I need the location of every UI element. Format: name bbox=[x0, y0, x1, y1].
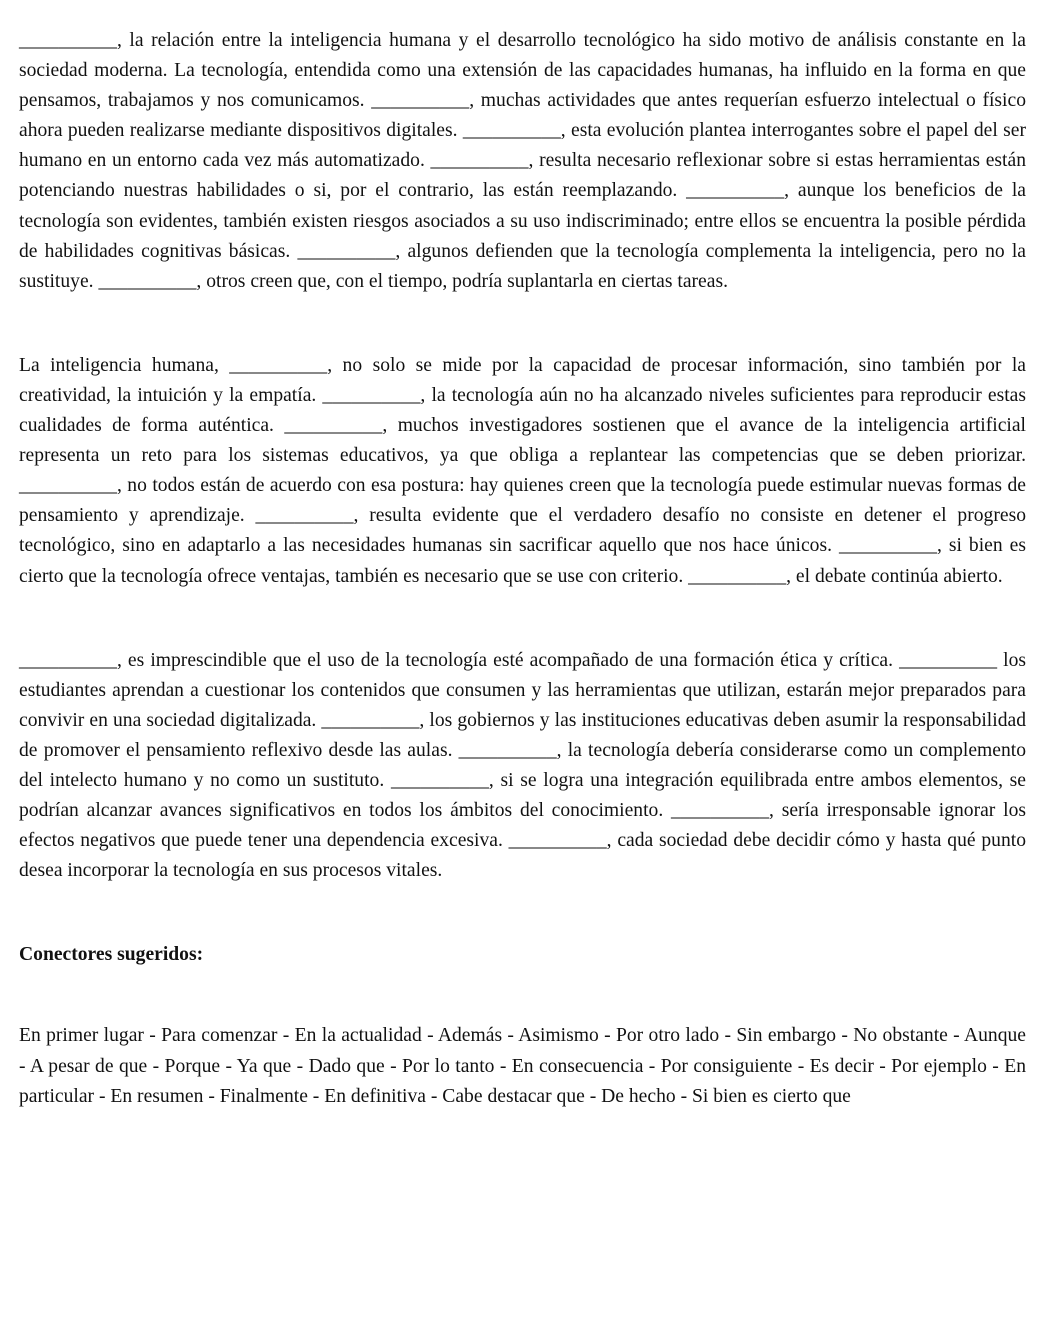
connectors-heading: Conectores sugeridos: bbox=[19, 944, 204, 966]
paragraph-conclusion: __________, es imprescindible que el uso de la tecnología esté acompañado de una formación ética y crítica. __________ los estudiantes aprendan a cuestionar los contenidos que consumen y las herramientas que utilizan, estarán mejor preparados para convivir en una sociedad digitalizada. __________, los gobiernos y las instituciones educativas deben asumir la responsabilidad de promover el pensamiento reflexivo desde las aulas. __________, la tecnología debería considerarse como un complemento del intelecto humano y no como un sustituto. __________, si se logra una integración equilibrada entre ambos elementos, se podrían alcanzar avances significativos en todos los ámbitos del conocimiento. __________, sería irresponsable ignorar los efectos negativos que puede tener una dependencia excesiva. __________, cada sociedad debe decidir cómo y hasta qué punto desea incorporar la tecnología en sus procesos vitales. bbox=[19, 649, 1026, 882]
connectors-list: En primer lugar - Para comenzar - En la actualidad - Además - Asimismo - Por otro lado - Sin embargo - No obstante - Aunque - A pesar de que - Porque - Ya que - Dado que - Por lo tanto - En consecuencia - Por consiguiente - Es decir - Por ejemplo - En particular - En resumen - Finalmente - En definitiva - Cabe destacar que - De hecho - Si bien es cierto que bbox=[19, 1025, 1026, 1107]
paragraph-intro: __________, la relación entre la inteligencia humana y el desarrollo tecnológico ha sido motivo de análisis constante en la sociedad moderna. La tecnología, entendida como una extensión de las capacidades humanas, ha influido en la forma en que pensamos, trabajamos y nos comunicamos. __________, muchas actividades que antes requerían esfuerzo intelectual o físico ahora pueden realizarse mediante dispositivos digitales. __________, esta evolución plantea interrogantes sobre el papel del ser humano en un entorno cada vez más automatizado. __________, resulta necesario reflexionar sobre si estas herramientas están potenciando nuestras habilidades o si, por el contrario, las están reemplazando. __________, aunque los beneficios de la tecnología son evidentes, también existen riesgos asociados a su uso indiscriminado; entre ellos se encuentra la posible pérdida de habilidades cognitivas básicas. __________, algunos defienden que la tecnología complementa la inteligencia, pero no la sustituye. __________, otros creen que, con el tiempo, podría suplantarla en ciertas tareas. bbox=[19, 30, 1026, 292]
paragraph-human-intelligence: La inteligencia humana, __________, no solo se mide por la capacidad de procesar información, sino también por la creatividad, la intuición y la empatía. __________, la tecnología aún no ha alcanzado niveles suficientes para reproducir estas cualidades de forma auténtica. __________, muchos investigadores sostienen que el avance de la inteligencia artificial representa un reto para los sistemas educativos, ya que obliga a replantear las competencias que se deben priorizar. __________, no todos están de acuerdo con esa postura: hay quienes creen que la tecnología puede estimular nuevas formas de pensamiento y aprendizaje. __________, resulta evidente que el verdadero desafío no consiste en detener el progreso tecnológico, sino en adaptarlo a las necesidades humanas sin sacrificar aquello que nos hace únicos. __________, si bien es cierto que la tecnología ofrece ventajas, también es necesario que se use con criterio. __________, el debate continúa abierto. bbox=[19, 354, 1026, 587]
